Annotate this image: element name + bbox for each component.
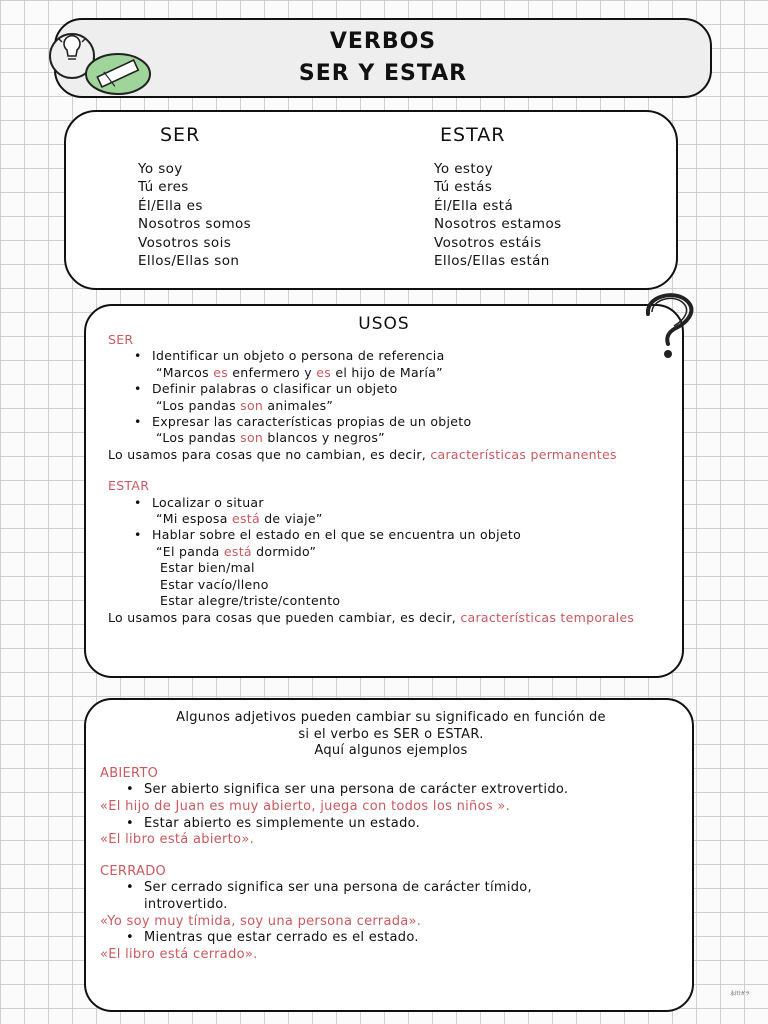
ser-label: SER (108, 332, 134, 347)
artist-signature: 永田ガラ (730, 991, 751, 997)
ser-example-2: “Los pandas son animales” (156, 397, 334, 413)
lightbulb-pencil-icon (32, 32, 162, 98)
estar-use-1: • Localizar o situar (108, 495, 668, 511)
ser-use-1: • Identificar un objeto o persona de referencia (108, 348, 668, 364)
ser-form: Yo soy (138, 161, 183, 177)
abierto-example-2: «El libro está abierto». (100, 832, 255, 848)
estar-example-1: “Mi esposa está de viaje” (156, 511, 323, 527)
estar-state-1: Estar bien/mal (160, 560, 255, 576)
question-mark-icon (630, 288, 710, 360)
title-line-1: VERBOS (329, 29, 437, 54)
ser-summary: Lo usamos para cosas que no cambian, es decir, características permanentes (108, 446, 617, 462)
abierto-ser: • Ser abierto significa ser una persona de carácter extrovertido. (100, 782, 682, 799)
usos-panel (84, 304, 684, 678)
adjetivos-intro-1: Algunos adjetivos pueden cambiar su significado en función de (176, 710, 606, 725)
ser-form: Nosotros somos (138, 216, 252, 233)
cerrado-example-2: «El libro está cerrado». (100, 946, 258, 962)
ser-form: Vosotros sois (138, 234, 232, 251)
estar-use-2: • Hablar sobre el estado en el que se encuentra un objeto (108, 527, 668, 543)
estar-form: Ellos/Ellas están (434, 253, 550, 270)
estar-column (434, 124, 562, 270)
adjetivos-panel (84, 698, 694, 1012)
usos-content (108, 332, 668, 626)
cerrado-ser: • Ser cerrado significa ser una persona de carácter tímido, (100, 880, 682, 897)
estar-form: Vosotros estáis (434, 234, 542, 251)
ser-column (138, 124, 251, 270)
estar-form: Nosotros estamos (434, 216, 562, 233)
ser-use-3: • Expresar las características propias de un objeto (108, 414, 668, 430)
ser-example-3: “Los pandas son blancos y negros” (156, 430, 385, 446)
estar-state-3: Estar alegre/triste/contento (160, 593, 341, 609)
adjetivos-intro-2: si el verbo es SER o ESTAR. (298, 726, 484, 742)
estar-summary: Lo usamos para cosas que pueden cambiar, es decir, características temporales (108, 609, 635, 625)
cerrado-ser-cont: introvertido. (144, 896, 228, 912)
estar-form: Tú estás (434, 179, 493, 196)
ser-form: Tú eres (138, 179, 189, 196)
ser-use-2: • Definir palabras o clasificar un objeto (108, 381, 668, 397)
estar-heading: ESTAR (440, 124, 506, 146)
estar-label: ESTAR (108, 478, 150, 494)
conjugation-panel (64, 110, 678, 290)
ser-example-1: “Marcos es enfermero y es el hijo de María” (156, 364, 443, 380)
estar-form: Él/Ella está (434, 197, 514, 214)
estar-form: Yo estoy (434, 161, 494, 177)
estar-state-2: Estar vacío/lleno (160, 576, 269, 592)
estar-example-2: “El panda está dormido” (156, 543, 317, 559)
adjetivos-intro-3: Aquí algunos ejemplos (314, 743, 468, 759)
ser-form: Él/Ella es (138, 197, 203, 214)
ser-heading: SER (160, 124, 201, 146)
cerrado-example-1: «Yo soy muy tímida, soy una persona cerrada». (100, 913, 422, 929)
adjetivos-content (100, 710, 682, 963)
abierto-example-1: «El hijo de Juan es muy abierto, juega con todos los niños ». (100, 798, 511, 814)
abierto-estar: • Estar abierto es simplemente un estado. (100, 816, 682, 833)
title-line-2: SER Y ESTAR (298, 61, 468, 86)
cerrado-label: CERRADO (100, 863, 167, 879)
abierto-label: ABIERTO (100, 765, 159, 781)
cerrado-estar: • Mientras que estar cerrado es el estado. (100, 930, 682, 947)
usos-title: USOS (358, 314, 410, 334)
ser-form: Ellos/Ellas son (138, 253, 240, 270)
